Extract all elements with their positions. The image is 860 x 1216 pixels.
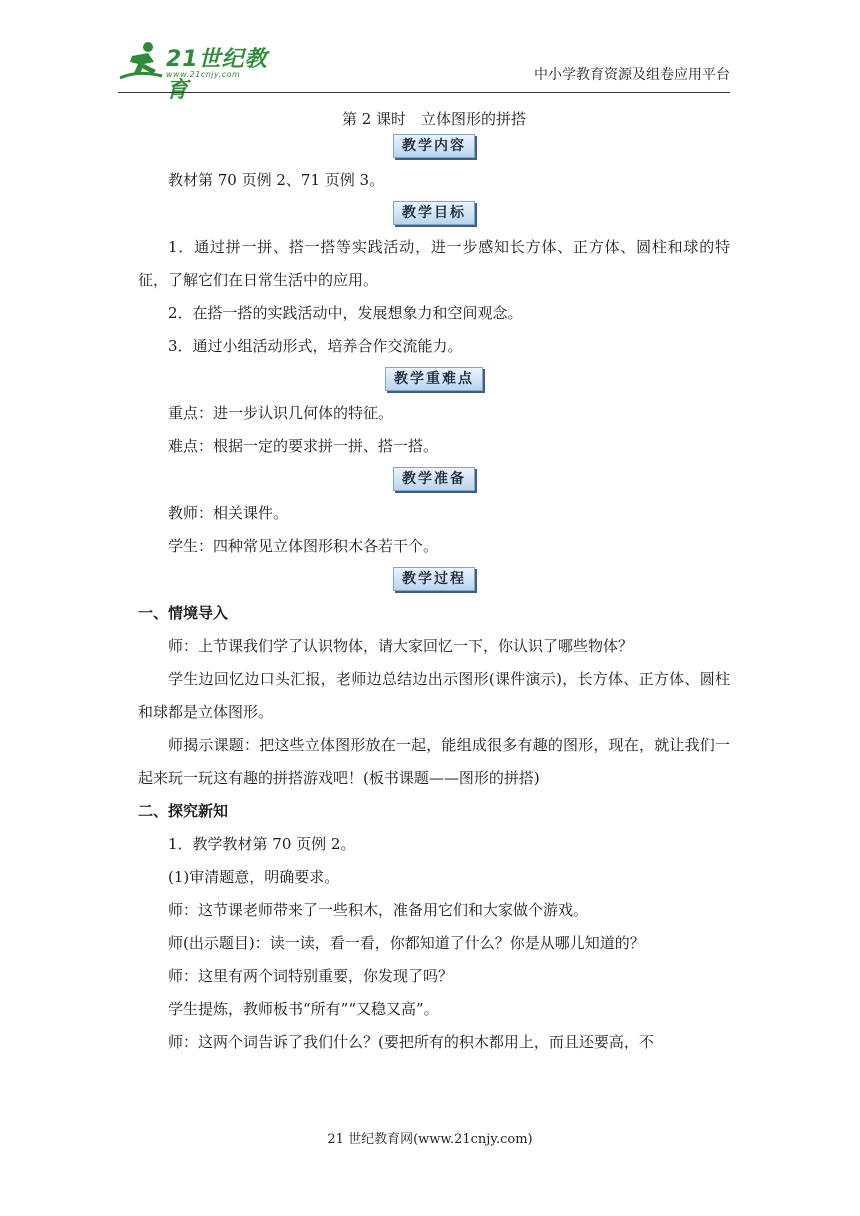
section-badge-content: 教学内容 (393, 134, 475, 158)
paragraph: 1．教学教材第 70 页例 2。 (168, 835, 356, 853)
page-header (118, 40, 730, 103)
header-divider (118, 92, 730, 93)
runner-logo-icon (118, 40, 166, 84)
logo-text: 21世纪教育 (166, 47, 268, 103)
goal-item: 1．通过拼一拼、搭一搭等实践活动，进一步感知长方体、正方体、圆柱和球的特征，了解它们在日常生活中的应用。 (138, 238, 730, 289)
part2-heading: 二、探究新知 (138, 802, 229, 820)
paragraph: 师：上节课我们学了认识物体，请大家回忆一下，你认识了哪些物体？ (168, 637, 634, 655)
paragraph: 师揭示课题：把这些立体图形放在一起，能组成很多有趣的图形，现在，就让我们一起来玩一玩这有趣的拼搭游戏吧！(板书课题——图形的拼搭) (138, 736, 730, 787)
paragraph: 学生边回忆边口头汇报，老师边总结边出示图形(课件演示)，长方体、正方体、圆柱和球都是立体图形。 (138, 670, 730, 721)
paragraph: 师：这节课老师带来了一些积木，准备用它们和大家做个游戏。 (168, 901, 589, 919)
goal-item: 3．通过小组活动形式，培养合作交流能力。 (168, 337, 463, 355)
section-badge-process: 教学过程 (393, 567, 475, 591)
page-footer: 21 世纪教育网(www.21cnjy.com) (327, 1132, 533, 1147)
paragraph: 师(出示题目)：读一读，看一看，你都知道了什么？你是从哪儿知道的？ (168, 934, 645, 952)
section-badge-goals: 教学目标 (393, 201, 475, 225)
paragraph: (1)审清题意，明确要求。 (168, 868, 340, 886)
paragraph: 师：这里有两个词特别重要，你发现了吗？ (168, 967, 454, 985)
paragraph: 学生提炼，教师板书“所有”“又稳又高”。 (168, 1000, 439, 1018)
platform-name: 中小学教育资源及组卷应用平台 (534, 67, 730, 83)
paragraph: 师：这两个词告诉了我们什么？(要把所有的积木都用上，而且还要高，不 (168, 1033, 654, 1051)
difficult-point: 难点：根据一定的要求拼一拼、搭一搭。 (168, 437, 439, 455)
goal-item: 2．在搭一搭的实践活动中，发展想象力和空间观念。 (168, 304, 523, 322)
logo (118, 40, 288, 103)
section-badge-key-points: 教学重难点 (385, 367, 483, 391)
key-point: 重点：进一步认识几何体的特征。 (168, 404, 394, 422)
lesson-title: 第 2 课时 立体图形的拼搭 (341, 110, 527, 128)
section-badge-preparation: 教学准备 (393, 467, 475, 491)
student-prep: 学生：四种常见立体图形积木各若干个。 (168, 537, 439, 555)
teacher-prep: 教师：相关课件。 (168, 504, 289, 522)
document-body (138, 106, 730, 1059)
logo-url: www.21cnjy.com (166, 70, 241, 79)
part1-heading: 一、情境导入 (138, 604, 229, 622)
content-text: 教材第 70 页例 2、71 页例 3。 (168, 171, 385, 189)
